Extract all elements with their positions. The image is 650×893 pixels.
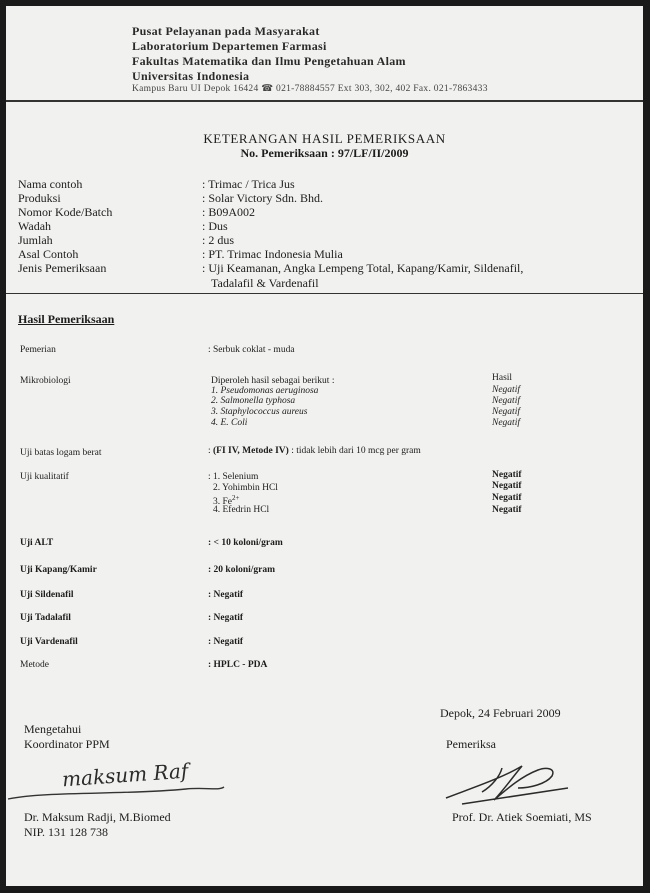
header-line-3: Fakultas Matematika dan Ilmu Pengetahuan Alam xyxy=(132,54,406,68)
header-rule xyxy=(6,100,643,102)
kualitatif-result: Negatif xyxy=(492,470,522,480)
mikro-item: 1. Pseudomonas aeruginosa xyxy=(211,386,319,396)
info-value: : PT. Trimac Indonesia Mulia xyxy=(202,247,343,261)
info-label: Jumlah xyxy=(18,233,53,247)
info-rule xyxy=(6,293,643,294)
document-page xyxy=(6,6,643,886)
left-signature: maksum Raf xyxy=(61,758,190,792)
kualitatif-item: 4. Efedrin HCl xyxy=(213,505,270,515)
info-label: Asal Contoh xyxy=(18,247,79,261)
test-value: : Negatif xyxy=(208,637,244,647)
info-label: Wadah xyxy=(18,219,52,233)
test-value: : 20 koloni/gram xyxy=(208,565,276,575)
kualitatif-label: Uji kualitatif xyxy=(20,472,69,482)
mikro-item: 4. E. Coli xyxy=(211,418,248,428)
left-sign-line-2: Koordinator PPM xyxy=(24,737,110,751)
mikro-item: 3. Staphylococcus aureus xyxy=(211,407,308,417)
right-signature xyxy=(442,758,572,806)
kualitatif-item: : 1. Selenium xyxy=(208,472,259,482)
logam-label: Uji batas logam berat xyxy=(20,448,102,458)
info-label: Nama contoh xyxy=(18,177,83,191)
test-label: Metode xyxy=(20,660,50,670)
left-sign-nip: NIP. 131 128 738 xyxy=(24,825,109,839)
logam-value: : (FI IV, Metode IV) : tidak lebih dari 10 mcg per gram xyxy=(208,446,421,456)
document-number: No. Pemeriksaan : 97/LF/II/2009 xyxy=(240,146,409,160)
test-value: : < 10 koloni/gram xyxy=(208,538,283,548)
right-sign-name: Prof. Dr. Atiek Soemiati, MS xyxy=(452,810,592,824)
test-label: Uji Tadalafil xyxy=(20,613,71,623)
info-value: : 2 dus xyxy=(202,233,235,247)
pemerian-label: Pemerian xyxy=(20,345,56,355)
header-address: Kampus Baru UI Depok 16424 ☎ 021-78884557 Ext 303, 302, 402 Fax. 021-7863433 xyxy=(132,84,488,94)
test-value: : Negatif xyxy=(208,613,244,623)
test-value: : HPLC - PDA xyxy=(208,660,268,670)
test-label: Uji ALT xyxy=(20,538,54,548)
left-signature-stroke xyxy=(6,781,226,811)
info-label: Jenis Pemeriksaan xyxy=(18,261,107,275)
mikro-result-header: Hasil xyxy=(492,373,513,383)
mikro-label: Mikrobiologi xyxy=(20,376,71,386)
info-label: Produksi xyxy=(18,191,61,205)
info-label: Nomor Kode/Batch xyxy=(18,205,113,219)
header-line-1: Pusat Pelayanan pada Masyarakat xyxy=(132,24,320,38)
header-line-2: Laboratorium Departemen Farmasi xyxy=(132,39,327,53)
info-value: : Uji Keamanan, Angka Lempeng Total, Kapang/Kamir, Sildenafil, xyxy=(202,261,524,275)
document-title: KETERANGAN HASIL PEMERIKSAAN xyxy=(203,131,446,146)
kualitatif-result: Negatif xyxy=(492,493,522,503)
right-sign-role: Pemeriksa xyxy=(446,737,496,751)
kualitatif-item: 2. Yohimbin HCl xyxy=(213,483,278,493)
info-value: : Dus xyxy=(202,219,228,233)
mikro-result: Negatif xyxy=(492,396,520,406)
place-date: Depok, 24 Februari 2009 xyxy=(440,706,561,720)
header-line-4: Universitas Indonesia xyxy=(132,69,250,83)
info-value: : Solar Victory Sdn. Bhd. xyxy=(202,191,324,205)
pemerian-value: : Serbuk coklat - muda xyxy=(208,345,295,355)
section-title: Hasil Pemeriksaan xyxy=(18,312,115,326)
mikro-result: Negatif xyxy=(492,385,520,395)
kualitatif-item: 3. $Fe^{2+}$ xyxy=(213,494,240,508)
mikro-result: Negatif xyxy=(492,407,520,417)
info-value: : Trimac / Trica Jus xyxy=(202,177,295,191)
kualitatif-result: Negatif xyxy=(492,481,522,491)
kualitatif-result: Negatif xyxy=(492,505,522,515)
test-label: Uji Kapang/Kamir xyxy=(20,565,97,575)
left-sign-line-1: Mengetahui xyxy=(24,722,82,736)
test-label: Uji Vardenafil xyxy=(20,637,78,647)
left-sign-name: Dr. Maksum Radji, M.Biomed xyxy=(24,810,171,824)
info-value-continued: Tadalafil & Vardenafil xyxy=(211,276,319,290)
mikro-result: Negatif xyxy=(492,418,520,428)
test-value: : Negatif xyxy=(208,590,244,600)
test-label: Uji Sildenafil xyxy=(20,590,74,600)
mikro-intro: Diperoleh hasil sebagai berikut : xyxy=(211,376,335,386)
info-value: : B09A002 xyxy=(202,205,256,219)
mikro-item: 2. Salmonella typhosa xyxy=(211,396,296,406)
